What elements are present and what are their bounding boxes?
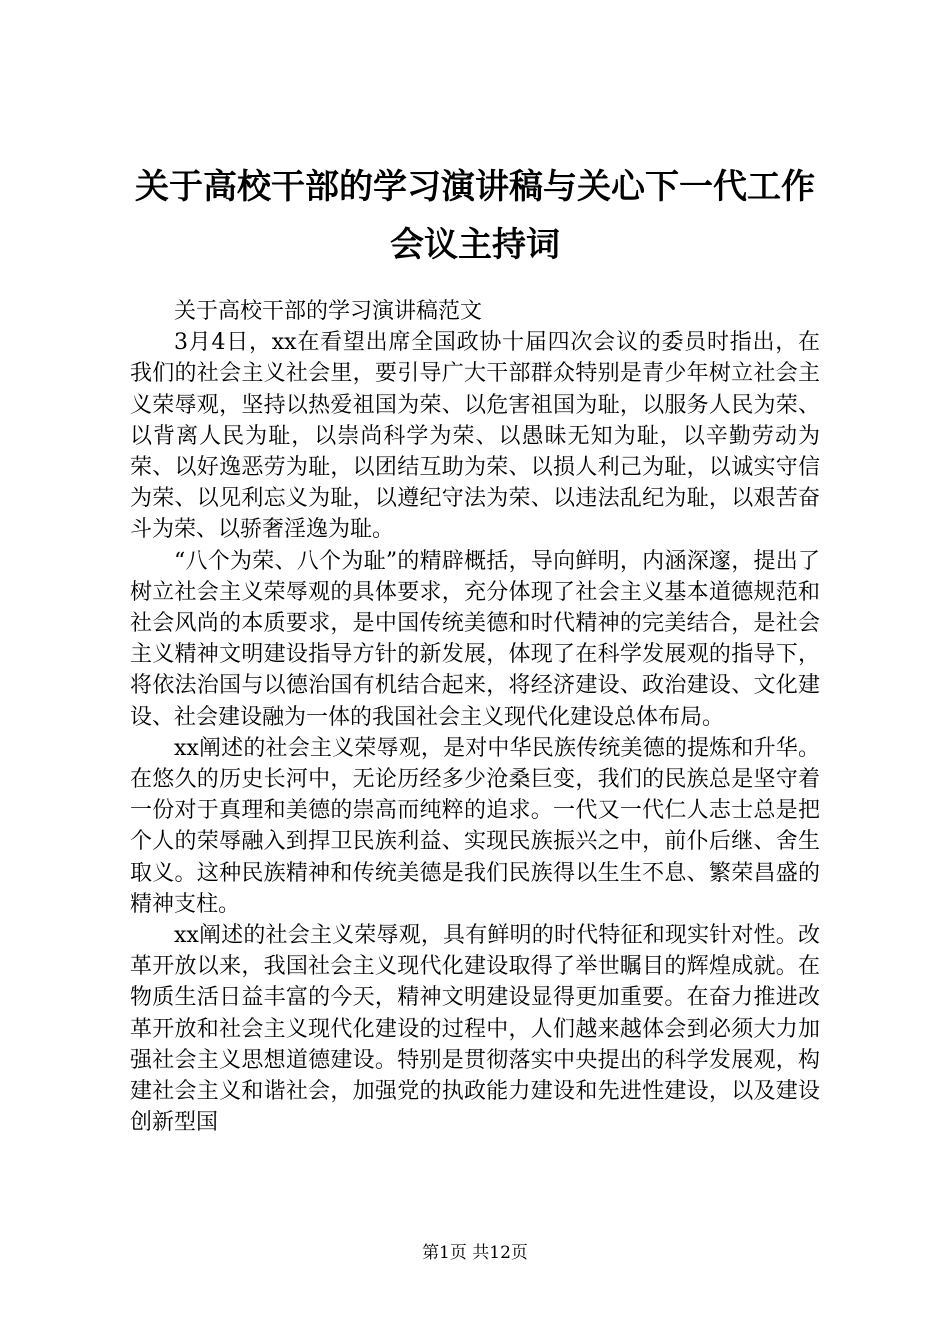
page-number-footer: 第1页 共12页 [422,1243,528,1263]
body-paragraph: xx阐述的社会主义荣辱观，具有鲜明的时代特征和现实针对性。改革开放以来，我国社会主义现代化建设取得了举世瞩目的辉煌成就。在物质生活日益丰富的今天，精神文明建设显得更加重要。在奋力推进改革开放和社会主义现代化建设的过程中，人们越来越体会到必须大力加强社会主义思想道德建设。特别是贯彻落实中央提出的科学发展观，构建社会主义和谐社会，加强党的执政能力建设和先进性建设，以及建设创新型国 [130,923,820,1136]
body-paragraph: xx阐述的社会主义荣辱观，是对中华民族传统美德的提炼和升华。在悠久的历史长河中，无论历经多少沧桑巨变，我们的民族总是坚守着一份对于真理和美德的崇高而纯粹的追求。一代又一代仁人志士总是把个人的荣辱融入到捍卫民族利益、实现民族振兴之中，前仆后继、舍生取义。这种民族精神和传统美德是我们民族得以生生不息、繁荣昌盛的精神支柱。 [130,735,820,917]
body-paragraph: 3月4日，xx在看望出席全国政协十届四次会议的委员时指出，在我们的社会主义社会里，要引导广大干部群众特别是青少年树立社会主义荣辱观，坚持以热爱祖国为荣、以危害祖国为耻，以服务人民为荣、以背离人民为耻，以崇尚科学为荣、以愚昧无知为耻，以辛勤劳动为荣、以好逸恶劳为耻，以团结互助为荣、以损人利己为耻，以诚实守信为荣、以见利忘义为耻，以遵纪守法为荣、以违法乱纪为耻，以艰苦奋斗为荣、以骄奢淫逸为耻。 [130,330,820,543]
body-paragraph: “八个为荣、八个为耻”的精辟概括，导向鲜明，内涵深邃，提出了树立社会主义荣辱观的具体要求，充分体现了社会主义基本道德规范和社会风尚的本质要求，是中国传统美德和时代精神的完美结合，是社会主义精神文明建设指导方针的新发展，体现了在科学发展观的指导下，将依法治国与以德治国有机结合起来，将经济建设、政治建设、文化建设、社会建设融为一体的我国社会主义现代化建设总体布局。 [130,548,820,730]
document-title [110,158,840,274]
body-paragraph-heading: 关于高校干部的学习演讲稿范文 [174,299,483,324]
title-line-1: 关于高校干部的学习演讲稿与关心下一代工作 [135,167,815,207]
title-line-2: 会议主持词 [390,225,560,265]
document-body [130,296,820,1138]
